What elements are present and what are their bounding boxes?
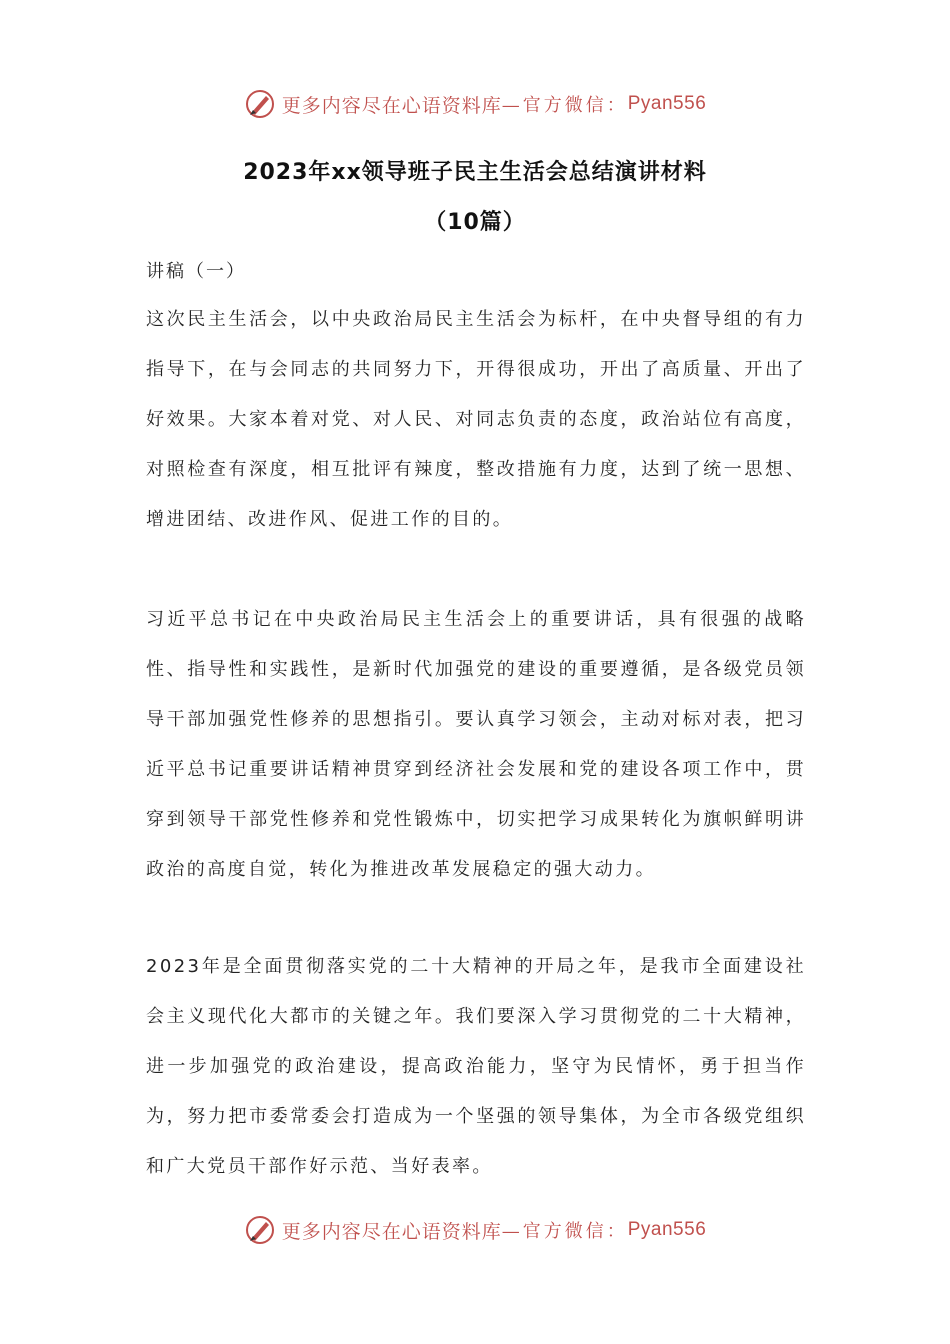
document-subtitle: （10篇） — [424, 210, 526, 235]
pen-logo-icon — [244, 88, 276, 120]
document-title: 2023年xx领导班子民主生活会总结演讲材料 — [243, 160, 707, 185]
watermark-sub-text: —官方微信： — [501, 95, 628, 116]
watermark-main-text: 更多内容尽在心语资料库 — [281, 1220, 502, 1243]
watermark-sub-text: —官方微信： — [501, 1221, 628, 1242]
pen-logo-icon — [244, 1214, 276, 1246]
paragraph: 这次民主生活会，以中央政治局民主生活会为标杆，在中央督导组的有力指导下，在与会同志的共同努力下，开得很成功，开出了高质量、开出了好效果。大家本着对党、对人民、对同志负责的态度，政治站位有高度，对照检查有深度，相互批评有辣度，整改措施有力度，达到了统一思想、增进团结、改进作风、促进工作的目的。 — [146, 309, 806, 530]
watermark-wechat-id: Pyan556 — [627, 93, 707, 114]
section-label: 讲稿（一） — [146, 261, 246, 282]
watermark-wechat-id: Pyan556 — [627, 1219, 707, 1240]
paragraph: 2023年是全面贯彻落实党的二十大精神的开局之年，是我市全面建设社会主义现代化大都市的关键之年。我们要深入学习贯彻党的二十大精神，进一步加强党的政治建设，提高政治能力，坚守为民情怀，勇于担当作为，努力把市委常委会打造成为一个坚强的领导集体，为全市各级党组织和广大党员干部作好示范、当好表率。 — [146, 956, 806, 1177]
paragraph: 习近平总书记在中央政治局民主生活会上的重要讲话，具有很强的战略性、指导性和实践性，是新时代加强党的建设的重要遵循，是各级党员领导干部加强党性修养的思想指引。要认真学习领会，主动对标对表，把习近平总书记重要讲话精神贯穿到经济社会发展和党的建设各项工作中，贯穿到领导干部党性修养和党性锻炼中，切实把学习成果转化为旗帜鲜明讲政治的高度自觉，转化为推进改革发展稳定的强大动力。 — [146, 609, 806, 880]
watermark-footer — [0, 1210, 950, 1250]
watermark-header — [0, 84, 950, 124]
watermark-main-text: 更多内容尽在心语资料库 — [281, 94, 502, 117]
